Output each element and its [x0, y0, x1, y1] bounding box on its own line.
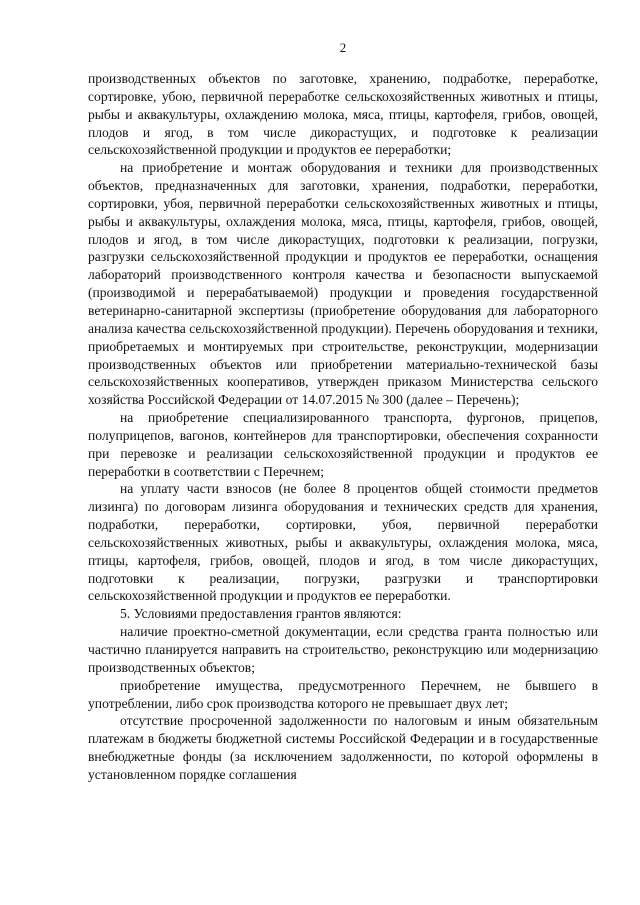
paragraph-8: отсутствие просроченной задолженности по налоговым и иным обязательным платежам в бюджеты бюджетной системы Российской Федерации и в государственные внебюджетные фонды (за исключением задолженности, по которой оформлены в установленном порядке соглашения: [88, 713, 598, 782]
paragraph-1: производственных объектов по заготовке, хранению, подработке, переработке, сортировке, убою, первичной переработке сельскохозяйственных животных и птицы, рыбы и аквакультуры, охлаждению молока, мяса, птицы, картофеля, грибов, овощей, плодов и ягод, в том числе дикорастущих, и подготовке к реализации сельскохозяйственной продукции и продуктов ее переработки;: [88, 71, 598, 158]
paragraph-3: на приобретение специализированного транспорта, фургонов, прицепов, полуприцепов, вагонов, контейнеров для транспортировки, обеспечения сохранности при перевозке и реализации сельскохозяйственной продукции и продуктов ее переработки в соответствии с Перечнем;: [88, 410, 598, 479]
paragraph-2: на приобретение и монтаж оборудования и техники для производственных объектов, предназначенных для заготовки, хранения, подработки, переработки, сортировки, убоя, первичной переработки сельскохозяйственных животных и птицы, рыбы и аквакультуры, охлаждения молока, мяса, птицы, картофеля, грибов, овощей, плодов и ягод, в том числе дикорастущих, подготовки к реализации, погрузки, разгрузки сельскохозяйственной продукции и продуктов ее переработки, оснащения лабораторий производственного контроля качества и безопасности выпускаемой (производимой и перерабатываемой) продукции и проведения государственной ветеринарно-санитарной экспертизы (приобретение оборудования для лабораторного анализа качества сельскохозяйственной продукции). Перечень оборудования и техники, приобретаемых и монтируемых при строительстве, реконструкции, модернизации производственных объектов или приобретении материально-технической базы сельскохозяйственных кооперативов, утвержден приказом Министерства сельского хозяйства Российской Федерации от 14.07.2015 № 300 (далее – Перечень);: [88, 160, 598, 408]
document-body: [88, 70, 598, 784]
paragraph-6: наличие проектно-сметной документации, если средства гранта полностью или частично планируется направить на строительство, реконструкцию или модернизацию производственных объектов;: [88, 624, 598, 675]
paragraph-7: приобретение имущества, предусмотренного Перечнем, не бывшего в употреблении, либо срок производства которого не превышает двух лет;: [88, 677, 598, 711]
paragraph-5-heading: 5. Условиями предоставления грантов являются:: [120, 606, 402, 622]
page-number: 2: [339, 40, 347, 55]
paragraph-4: на уплату части взносов (не более 8 процентов общей стоимости предметов лизинга) по договорам лизинга оборудования и технических средств для хранения, подработки, переработки, сортировки, убоя, первичной переработки сельскохозяйственных животных, рыбы и аквакультуры, охлаждения молока, мяса, птицы, картофеля, грибов, овощей, плодов и ягод, в том числе дикорастущих, подготовки к реализации, погрузки, разгрузки и транспортировки сельскохозяйственной продукции и продуктов ее переработки.: [88, 481, 598, 604]
